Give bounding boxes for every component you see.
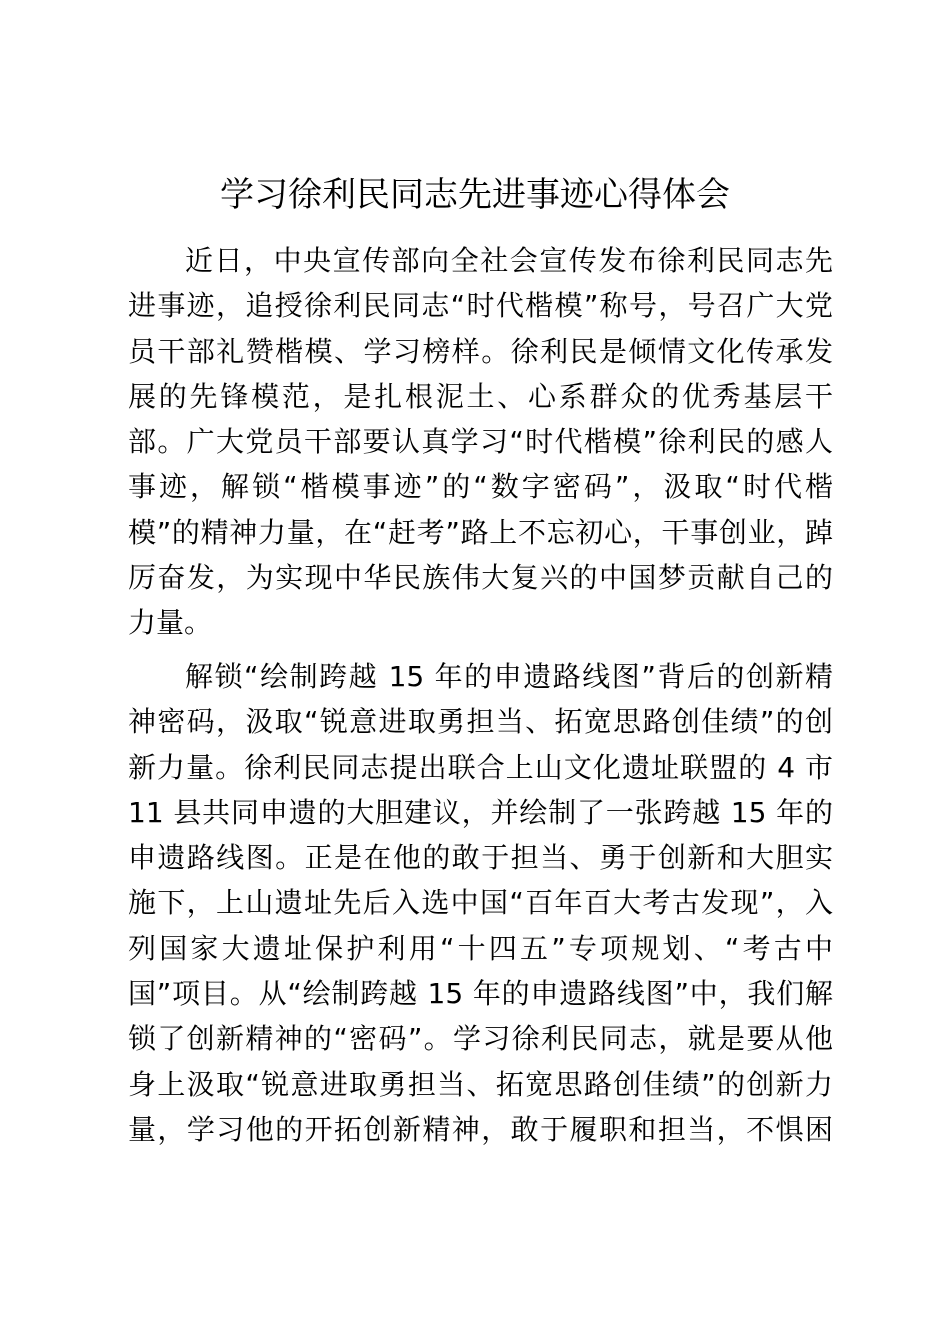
text-line: 申遗路线图。正是在他的敢于担当、勇于创新和大胆实 [128,841,833,875]
text-line: 新力量。徐利民同志提出联合上山文化遗址联盟的 4 市 [128,750,833,784]
text-line: 模”的精神力量，在“赶考”路上不忘初心，干事创业，踔 [128,515,833,549]
text-line: 解锁“绘制跨越 15 年的申遗路线图”背后的创新精 [185,660,833,693]
text-line: 11 县共同申遗的大胆建议，并绘制了一张跨越 15 年的 [128,795,833,829]
text-line: 近日，中央宣传部向全社会宣传发布徐利民同志先 [185,244,833,277]
text-line: 部。广大党员干部要认真学习“时代楷模”徐利民的感人 [128,425,833,459]
text-line: 列国家大遗址保护利用“十四五”专项规划、“考古中 [128,931,833,965]
text-line: 力量。 [128,606,213,640]
document-title: 学习徐利民同志先进事迹心得体会 [220,175,730,215]
text-line: 施下，上山遗址先后入选中国“百年百大考古发现”，入 [128,886,833,920]
text-line: 进事迹，追授徐利民同志“时代楷模”称号，号召广大党 [128,289,833,323]
paragraph [128,238,833,646]
text-line: 量，学习他的开拓创新精神，敢于履职和担当，不惧困 [128,1112,833,1146]
paragraph [128,654,833,1152]
text-line: 国”项目。从“绘制跨越 15 年的申遗路线图”中，我们解 [128,977,833,1011]
text-line: 锁了创新精神的“密码”。学习徐利民同志，就是要从他 [128,1022,833,1056]
text-line: 展的先锋模范，是扎根泥土、心系群众的优秀基层干 [128,379,833,413]
text-line: 事迹，解锁“楷模事迹”的“数字密码”，汲取“时代楷 [128,470,833,504]
text-line: 身上汲取“锐意进取勇担当、拓宽思路创佳绩”的创新力 [128,1067,833,1101]
text-line: 厉奋发，为实现中华民族伟大复兴的中国梦贡献自己的 [128,561,833,595]
text-line: 神密码，汲取“锐意进取勇担当、拓宽思路创佳绩”的创 [128,705,833,739]
text-line: 员干部礼赞楷模、学习榜样。徐利民是倾情文化传承发 [128,334,833,368]
